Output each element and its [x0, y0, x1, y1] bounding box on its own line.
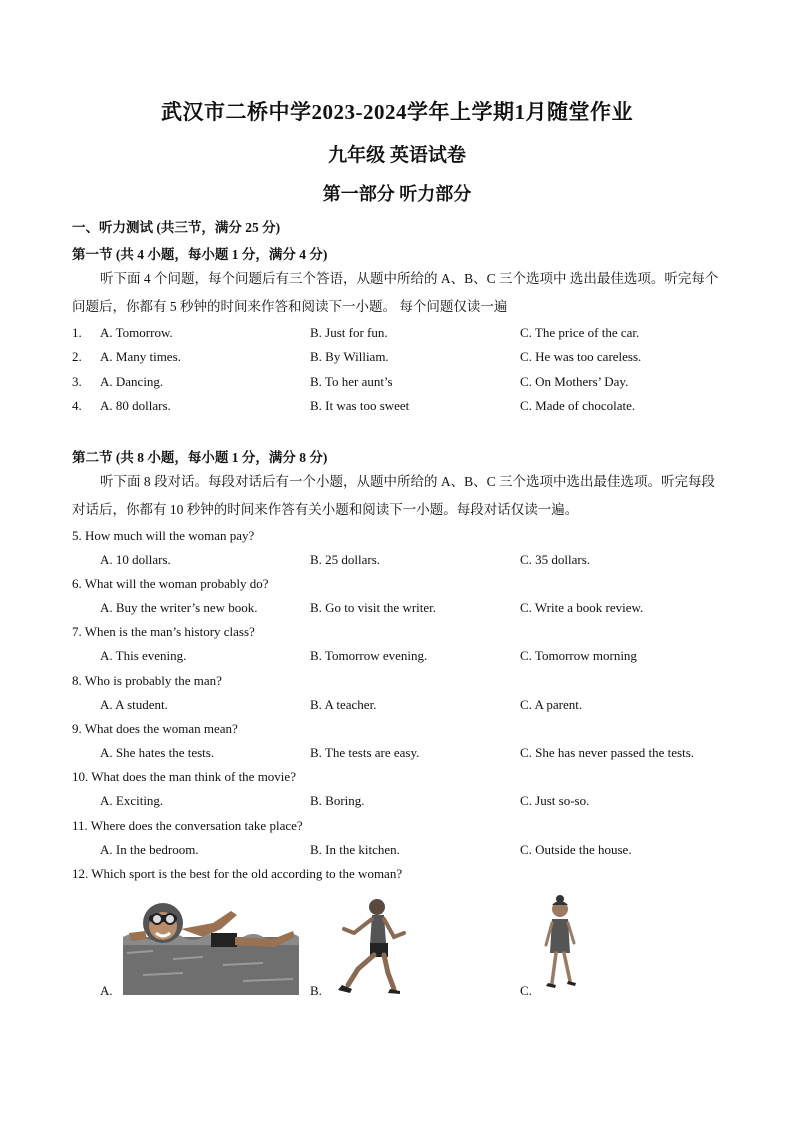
option-a: A. In the bedroom. [100, 842, 199, 857]
question-number: 1. [72, 325, 82, 340]
option-b: B. By William. [310, 349, 389, 364]
option-a: A. A student. [100, 697, 168, 712]
option-c: C. Outside the house. [520, 842, 632, 857]
option-a: A. Exciting. [100, 793, 164, 808]
option-c: C. Write a book review. [520, 600, 644, 615]
option-b: B. The tests are easy. [310, 745, 420, 760]
question-number: 2. [72, 349, 82, 364]
option-c: C. He was too careless. [520, 349, 642, 364]
answer-row-11 [0, 842, 794, 864]
exam-title: 武汉市二桥中学2023-2024学年上学期1月随堂作业 [161, 100, 633, 124]
option-c: C. A parent. [520, 697, 583, 712]
answer-row-5 [0, 552, 794, 574]
option-b: B. To her aunt’s [310, 374, 393, 389]
option-b: B. It was too sweet [310, 398, 410, 413]
option-c: C. On Mothers’ Day. [520, 374, 629, 389]
question-row-4 [0, 398, 794, 420]
option-b: B. 25 dollars. [310, 552, 381, 567]
option-b: B. Tomorrow evening. [310, 648, 428, 663]
option-b: B. In the kitchen. [310, 842, 400, 857]
question-number: 3. [72, 374, 82, 389]
question-11: 11. Where does the conversation take place? [72, 818, 303, 833]
option-a: A. This evening. [100, 648, 187, 663]
option-b: B. Boring. [310, 793, 365, 808]
question-9: 9. What does the woman mean? [72, 721, 238, 736]
option-c: C. The price of the car. [520, 325, 640, 340]
option-b-label: B. [310, 983, 322, 998]
section2-instructions: 听下面 8 段对话。每段对话后有一个小题，从题中所给的 A、B、C 三个选项中选出最佳选项。听完每段对话后，你都有 10 秒钟的时间来作答有关小题和阅读下一小题。每段对话仅读一遍。 [72, 474, 716, 517]
option-c: C. Just so-so. [520, 793, 590, 808]
part-title: 第一部分 听力部分 [322, 184, 472, 204]
option-c: C. She has never passed the tests. [520, 745, 695, 760]
swimming-illustration [123, 893, 299, 995]
question-10: 10. What does the man think of the movie? [72, 769, 296, 784]
running-illustration [330, 893, 410, 995]
option-a: A. 80 dollars. [100, 398, 171, 413]
option-a: A. Buy the writer’s new book. [100, 600, 258, 615]
question-7: 7. When is the man’s history class? [72, 624, 255, 639]
section2-heading: 第二节 (共 8 小题，每小题 1 分，满分 8 分) [72, 450, 328, 465]
answer-row-9 [0, 745, 794, 767]
question-12: 12. Which sport is the best for the old according to the woman? [72, 866, 403, 881]
section-main-heading: 一、听力测试 (共三节，满分 25 分) [72, 220, 281, 235]
section1-instructions: 听下面 4 个问题，每个问题后有三个答语，从题中所给的 A、B、C 三个选项中 选出最佳选项。听完每个问题后，你都有 5 秒钟的时间来作答和阅读下一小题。 每个问题仅读一遍 [72, 271, 719, 314]
option-c-label: C. [520, 983, 532, 998]
option-a: A. She hates the tests. [100, 745, 215, 760]
option-c: C. Made of chocolate. [520, 398, 636, 413]
option-c: C. 35 dollars. [520, 552, 591, 567]
option-a: A. Tomorrow. [100, 325, 173, 340]
question-row-3 [0, 374, 794, 396]
answer-row-10 [0, 793, 794, 815]
option-b: B. A teacher. [310, 697, 377, 712]
question-8: 8. Who is probably the man? [72, 673, 222, 688]
question-number: 4. [72, 398, 82, 413]
option-a: A. 10 dollars. [100, 552, 171, 567]
section1-heading: 第一节 (共 4 小题，每小题 1 分，满分 4 分) [72, 247, 328, 262]
walking-illustration [540, 893, 580, 995]
question-6: 6. What will the woman probably do? [72, 576, 269, 591]
answer-row-7 [0, 648, 794, 670]
exam-subtitle: 九年级 英语试卷 [328, 145, 466, 166]
answer-row-8 [0, 697, 794, 719]
answer-row-6 [0, 600, 794, 622]
option-b: B. Just for fun. [310, 325, 388, 340]
option-a-label: A. [100, 983, 113, 998]
question-5: 5. How much will the woman pay? [72, 528, 255, 543]
option-c: C. Tomorrow morning [520, 648, 637, 663]
option-a: A. Dancing. [100, 374, 164, 389]
question-row-1 [0, 325, 794, 347]
option-b: B. Go to visit the writer. [310, 600, 437, 615]
option-a: A. Many times. [100, 349, 181, 364]
question-row-2 [0, 349, 794, 371]
